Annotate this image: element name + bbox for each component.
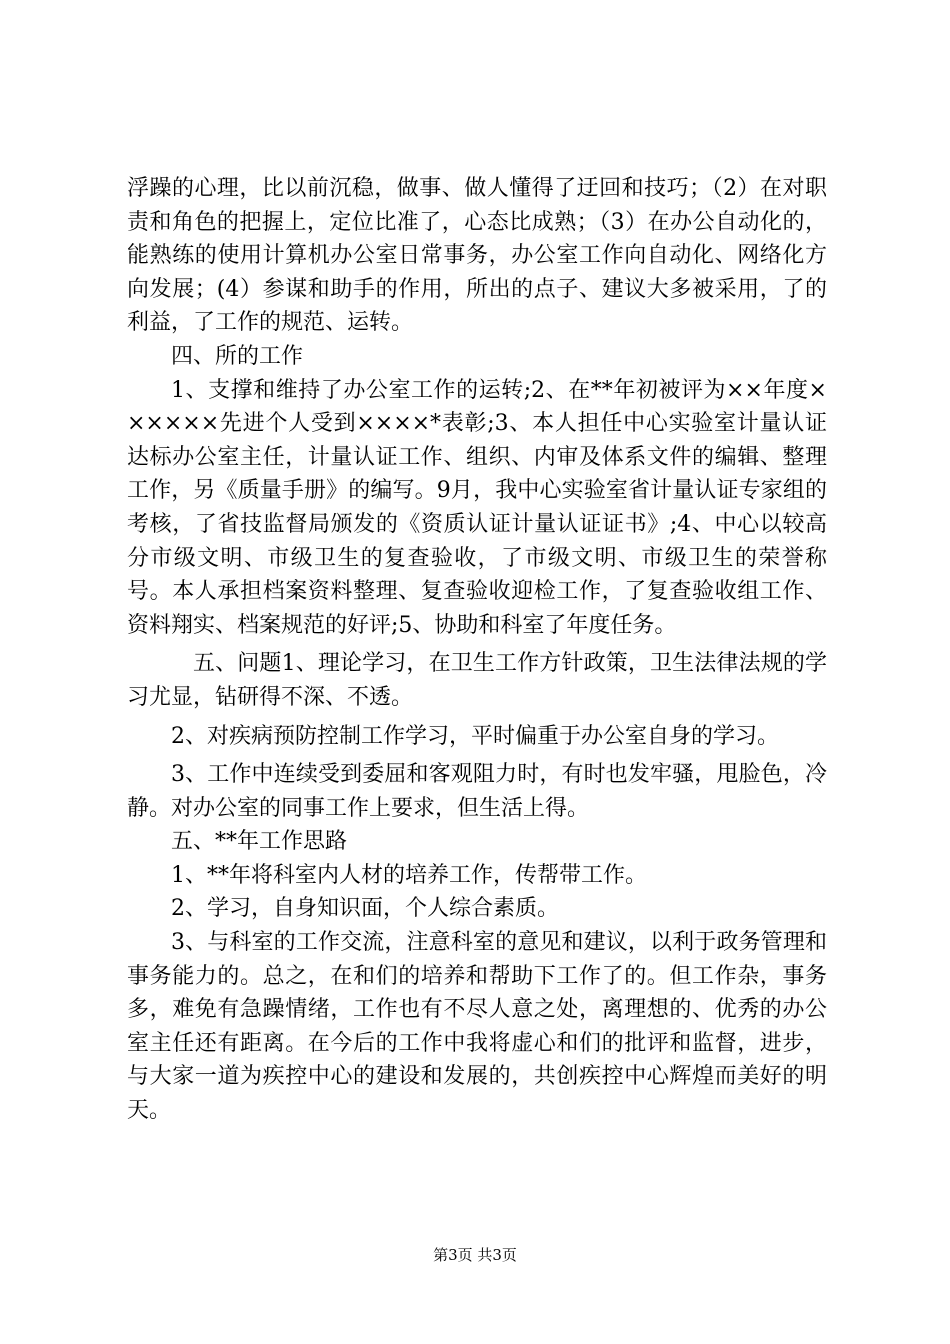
paragraph-plan-3: 3、与科室的工作交流，注意科室的意见和建议，以利于政务管理和事务能力的。总之，在和们的培养和帮助下工作了的。但工作杂，事务多，难免有急躁情绪，工作也有不尽人意之处，离理想的、优秀的办公室主任还有距离。在今后的工作中我将虚心和们的批评和监督，进步，与大家一道为疾控中心的建设和发展的，共创疾控中心辉煌而美好的明天。 <box>127 930 827 1124</box>
paragraph-plan-2: 2、学习，自身知识面，个人综合素质。 <box>171 896 559 922</box>
heading-achievements: 四、所的工作 <box>171 343 304 369</box>
page-footer: 第3页 共3页 <box>433 1246 517 1264</box>
document-body <box>127 172 827 1128</box>
paragraph-problem-2: 2、对疾病预防控制工作学习，平时偏重于办公室自身的学习。 <box>171 723 779 749</box>
paragraph-achievements: 1、支撑和维持了办公室工作的运转;2、在**年初被评为××年度××××××先进个人受到××××*表彰;3、本人担任中心实验室计量认证达标办公室主任，计量认证工作、组织、内审及体系文件的编辑、整理工作，另《质量手册》的编写。9月，我中心实验室省计量认证专家组的考核，了省技监督局颁发的《资质认证计量认证证书》;4、中心以较高分市级文明、市级卫生的复查验收，了市级文明、市级卫生的荣誉称号。本人承担档案资料整理、复查验收迎检工作，了复查验收组工作、资料翔实、档案规范的好评;5、协助和科室了年度任务。 <box>127 377 827 638</box>
paragraph-problems: 五、问题1、理论学习，在卫生工作方针政策，卫生法律法规的学习尤显，钻研得不深、不透。 <box>127 651 827 710</box>
heading-work-plan: 五、**年工作思路 <box>171 829 348 855</box>
paragraph-1: 浮躁的心理，比以前沉稳，做事、做人懂得了迂回和技巧；（2）在对职责和角色的把握上，定位比准了，心态比成熟；（3）在办公自动化的，能熟练的使用计算机办公室日常事务，办公室工作向自动化、网络化方向发展；(4）参谋和助手的作用，所出的点子、建议大多被采用，了的利益，了工作的规范、运转。 <box>127 176 827 336</box>
paragraph-problem-3: 3、工作中连续受到委屈和客观阻力时，有时也发牢骚，甩脸色，冷静。对办公室的同事工作上要求，但生活上得。 <box>127 762 827 821</box>
paragraph-plan-1: 1、**年将科室内人材的培养工作，传帮带工作。 <box>171 862 647 888</box>
